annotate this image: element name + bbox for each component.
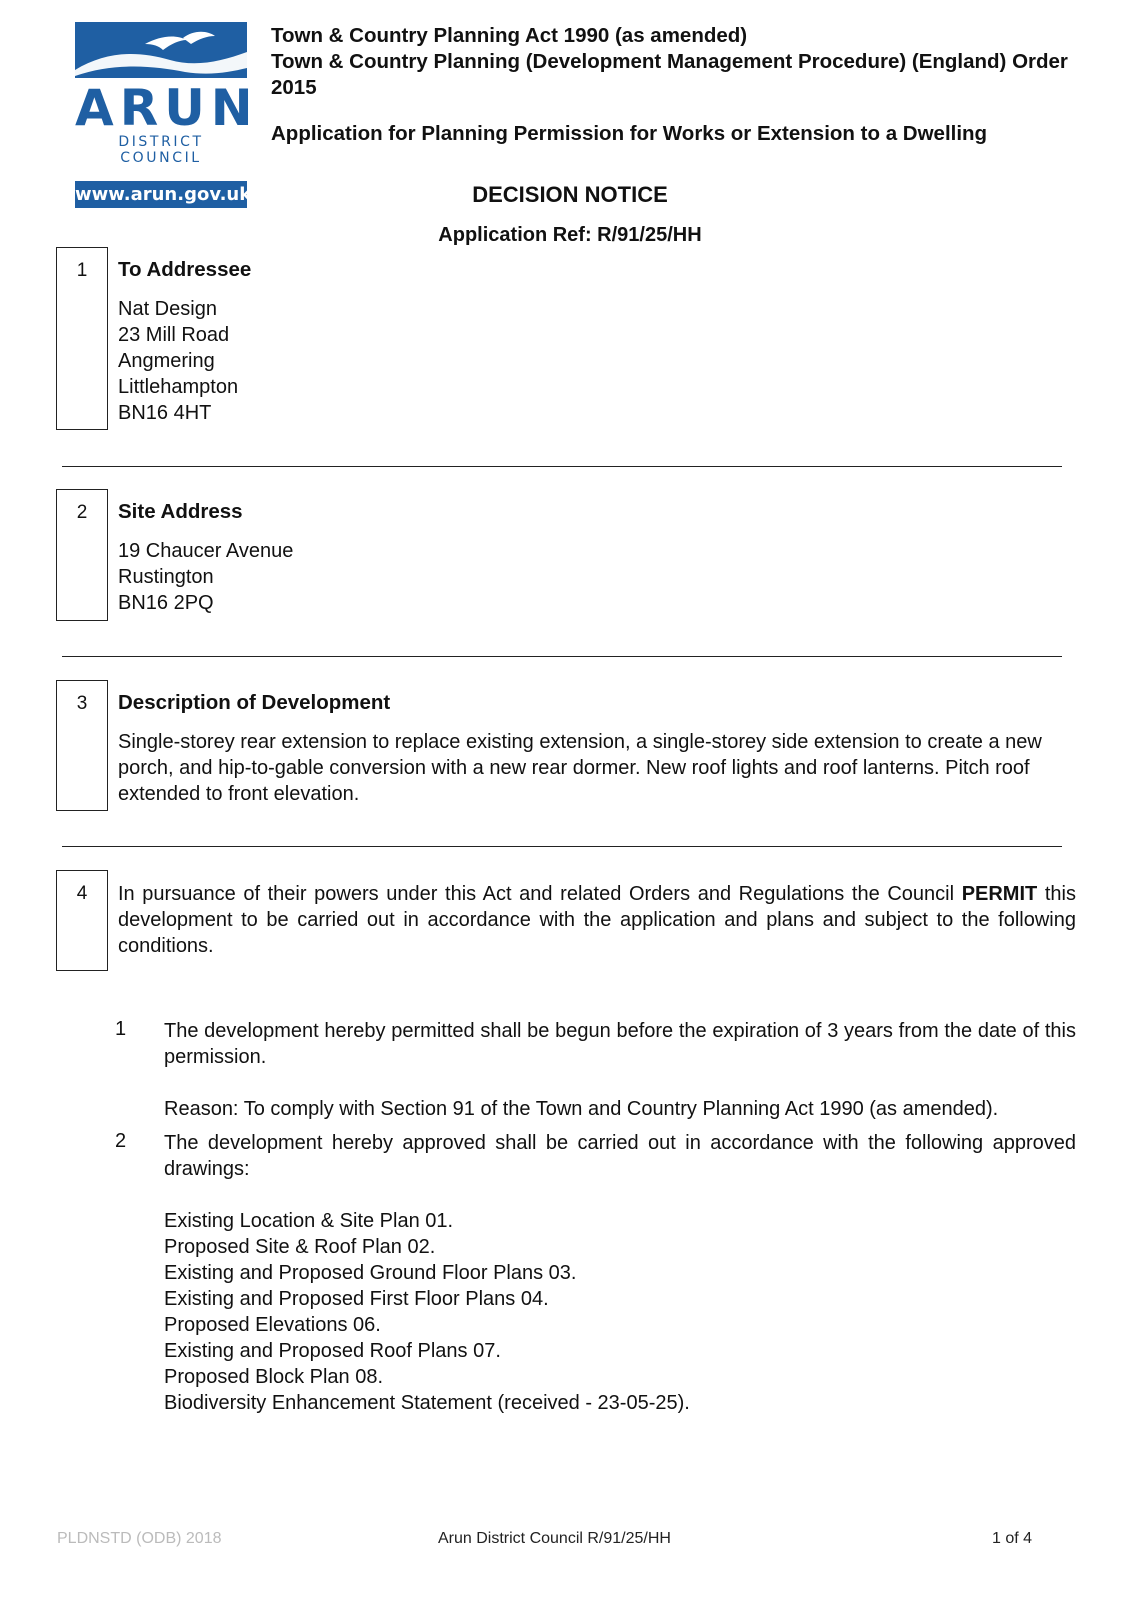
addressee-line: 23 Mill Road [118,324,230,346]
site-address-line: BN16 2PQ [118,592,214,614]
legislation-header [271,23,1071,101]
section-3-title: Description of Development [118,691,391,714]
logo-wave-icon [75,22,247,78]
drawing-item: Existing Location & Site Plan 01. [164,1210,454,1232]
act-line-1: Town & Country Planning Act 1990 (as amended) [271,24,748,47]
drawing-item: Existing and Proposed Roof Plans 07. [164,1340,501,1362]
drawing-item: Existing and Proposed First Floor Plans 04. [164,1288,549,1310]
site-address-line: Rustington [118,566,214,588]
decision-text-before: In pursuance of their powers under this Act and related Orders and Regulations the Council [118,883,962,905]
addressee-line: Nat Design [118,298,217,320]
section-4-number: 4 [56,870,108,971]
footer-page-number: 1 of 4 [992,1530,1033,1547]
drawing-item: Proposed Site & Roof Plan 02. [164,1236,436,1258]
section-1-number: 1 [56,247,108,430]
footer-reference: Arun District Council R/91/25/HH [438,1530,671,1547]
drawing-item: Proposed Elevations 06. [164,1314,381,1336]
site-address-line: 19 Chaucer Avenue [118,540,294,562]
drawing-item: Biodiversity Enhancement Statement (received - 23-05-25). [164,1392,690,1414]
section-2-title: Site Address [118,500,243,523]
section-divider [62,466,1062,467]
section-2-number: 2 [56,489,108,621]
condition-2-number: 2 [115,1130,127,1152]
council-logo [75,22,259,208]
drawing-item: Existing and Proposed Ground Floor Plans 03. [164,1262,577,1284]
decision-text-after: this development to be carried out in accordance with the application and plans and subject to the following conditions. [118,883,1076,957]
condition-1-number: 1 [115,1018,127,1040]
addressee-line: Angmering [118,350,215,372]
addressee-line: Littlehampton [118,376,239,398]
addressee-block [118,296,238,426]
application-ref: Application Ref: R/91/25/HH [438,224,702,246]
site-address-block [118,538,293,616]
decision-statement [118,881,1076,959]
condition-1-reason: Reason: To comply with Section 91 of the Town and Country Planning Act 1990 (as amended). [164,1098,999,1120]
application-type: Application for Planning Permission for Works or Extension to a Dwelling [271,122,988,145]
drawing-item: Proposed Block Plan 08. [164,1366,384,1388]
condition-2-text: The development hereby approved shall be carried out in accordance with the following approved drawings: [164,1132,1076,1180]
section-1-title: To Addressee [118,258,252,281]
logo-subtitle: DISTRICT COUNCIL [118,134,204,166]
footer-form-code: PLDNSTD (ODB) 2018 [57,1530,222,1547]
notice-title: DECISION NOTICE [472,182,668,207]
condition-1-text: The development hereby permitted shall be begun before the expiration of 3 years from the date of this permission. [164,1020,1076,1068]
act-line-2: Town & Country Planning (Development Management Procedure) (England) Order 2015 [271,50,1068,99]
decision-verdict: PERMIT [961,883,1038,905]
section-divider [62,656,1062,657]
section-3-number: 3 [56,680,108,811]
addressee-line: BN16 4HT [118,402,212,424]
section-divider [62,846,1062,847]
logo-url: www.arun.gov.uk [75,181,247,208]
development-description: Single-storey rear extension to replace existing extension, a single-storey side extension to create a new porch, and hip-to-gable conversion with a new rear dormer. New roof lights and roof lanterns. Pitch roof extended to front elevation. [118,731,1042,805]
approved-drawings-list [164,1208,1076,1416]
logo-wordmark: ARUN [75,79,259,137]
